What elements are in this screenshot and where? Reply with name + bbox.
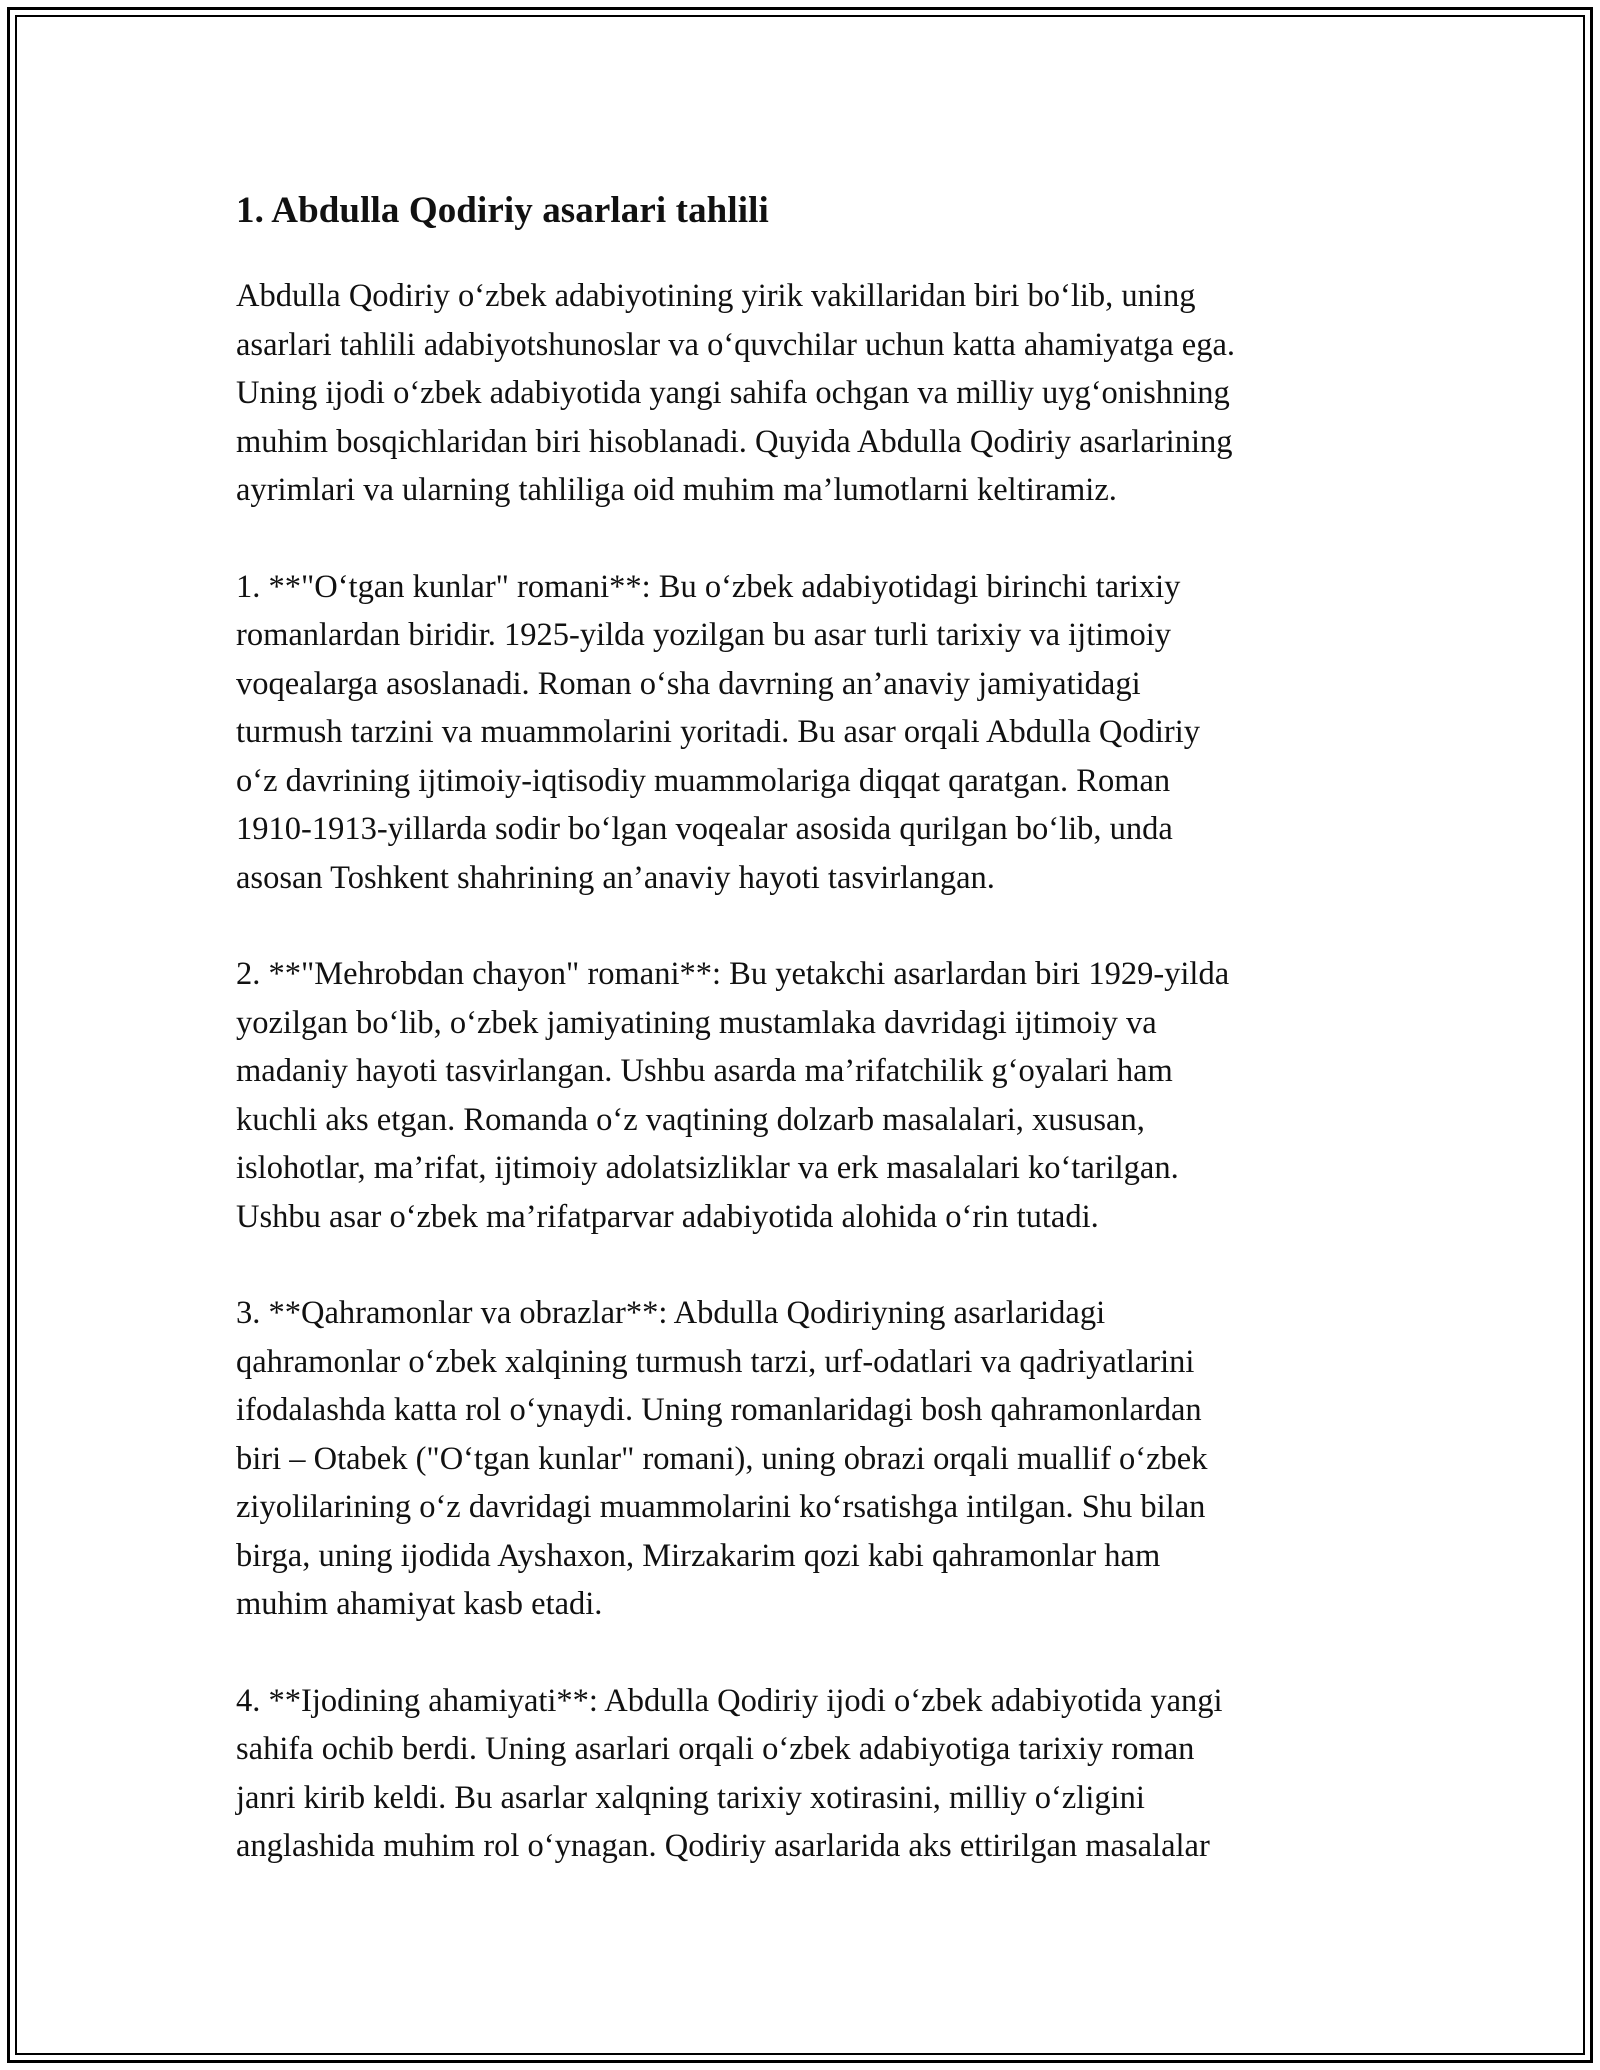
text-line: ifodalashda katta rol o‘ynaydi. Uning romanlaridagi bosh qahramonlardan: [236, 1392, 1202, 1428]
text-line: 3. **Qahramonlar va obrazlar**: Abdulla Qodiriyning asarlaridagi: [236, 1295, 1106, 1331]
paragraph: [236, 563, 1386, 903]
paragraph: [236, 1677, 1386, 1871]
text-line: turmush tarzini va muammolarini yoritadi. Bu asar orqali Abdulla Qodiriy: [236, 714, 1200, 750]
text-line: asosan Toshkent shahrining an’anaviy hayoti tasvirlangan.: [236, 859, 995, 896]
text-line: o‘z davrining ijtimoiy-iqtisodiy muammolariga diqqat qaratgan. Roman: [236, 762, 1171, 799]
text-line: islohotlar, ma’rifat, ijtimoiy adolatsizliklar va erk masalalari ko‘tarilgan.: [236, 1150, 1179, 1186]
text-line: sahifa ochib berdi. Uning asarlari orqali o‘zbek adabiyotiga tarixiy roman: [236, 1731, 1195, 1767]
text-line: Abdulla Qodiriy o‘zbek adabiyotining yirik vakillaridan biri bo‘lib, uning: [236, 278, 1196, 314]
text-line: qahramonlar o‘zbek xalqining turmush tarzi, urf-odatlari va qadriyatlarini: [236, 1343, 1195, 1380]
text-line: janri kirib keldi. Bu asarlar xalqning tarixiy xotirasini, milliy o‘zligini: [236, 1779, 1145, 1816]
paragraph-list: [236, 272, 1386, 1871]
paragraph: [236, 1289, 1386, 1629]
text-line: kuchli aks etgan. Romanda o‘z vaqtining dolzarb masalalari, xususan,: [236, 1101, 1145, 1138]
text-line: muhim ahamiyat kasb etadi.: [236, 1586, 603, 1622]
text-line: yozilgan bo‘lib, o‘zbek jamiyatining mustamlaka davridagi ijtimoiy va: [236, 1004, 1157, 1041]
text-line: 4. **Ijodining ahamiyati**: Abdulla Qodiriy ijodi o‘zbek adabiyotida yangi: [236, 1682, 1223, 1719]
text-line: 1. **"O‘tgan kunlar" romani**: Bu o‘zbek adabiyotidagi birinchi tarixiy: [236, 568, 1181, 605]
text-line: 1910-1913-yillarda sodir bo‘lgan voqealar asosida qurilgan bo‘lib, unda: [236, 811, 1173, 847]
text-line: romanlardan biridir. 1925-yilda yozilgan bu asar turli tarixiy va ijtimoiy: [236, 617, 1172, 653]
text-line: biri – Otabek ("O‘tgan kunlar" romani), uning obrazi orqali muallif o‘zbek: [236, 1440, 1208, 1477]
text-line: 2. **"Mehrobdan chayon" romani**: Bu yetakchi asarlardan biri 1929-yilda: [236, 956, 1230, 992]
text-line: asarlari tahlili adabiyotshunoslar va o‘quvchilar uchun katta ahamiyatga ega.: [236, 326, 1236, 363]
text-line: birga, uning ijodida Ayshaxon, Mirzakarim qozi kabi qahramonlar ham: [236, 1537, 1161, 1574]
text-line: Uning ijodi o‘zbek adabiyotida yangi sahifa ochgan va milliy uyg‘onishning: [236, 375, 1230, 411]
paragraph: [236, 950, 1386, 1241]
text-line: anglashida muhim rol o‘ynagan. Qodiriy asarlarida aks ettirilgan masalalar: [236, 1828, 1210, 1864]
document-body: [236, 186, 1386, 1919]
text-line: ayrimlari va ularning tahliliga oid muhim ma’lumotlarni keltiramiz.: [236, 472, 1117, 508]
text-line: voqealarga asoslanadi. Roman o‘sha davrning an’anaviy jamiyatidagi: [236, 665, 1141, 702]
text-line: Ushbu asar o‘zbek ma’rifatparvar adabiyotida alohida o‘rin tutadi.: [236, 1198, 1099, 1235]
text-line: muhim bosqichlaridan biri hisoblanadi. Quyida Abdulla Qodiriy asarlarining: [236, 423, 1233, 460]
paragraph: [236, 272, 1386, 515]
document-title: 1. Abdulla Qodiriy asarlari tahlili: [236, 190, 769, 231]
text-line: madaniy hayoti tasvirlangan. Ushbu asarda ma’rifatchilik g‘oyalari ham: [236, 1053, 1173, 1089]
text-line: ziyolilarining o‘z davridagi muammolarini ko‘rsatishga intilgan. Shu bilan: [236, 1489, 1206, 1525]
